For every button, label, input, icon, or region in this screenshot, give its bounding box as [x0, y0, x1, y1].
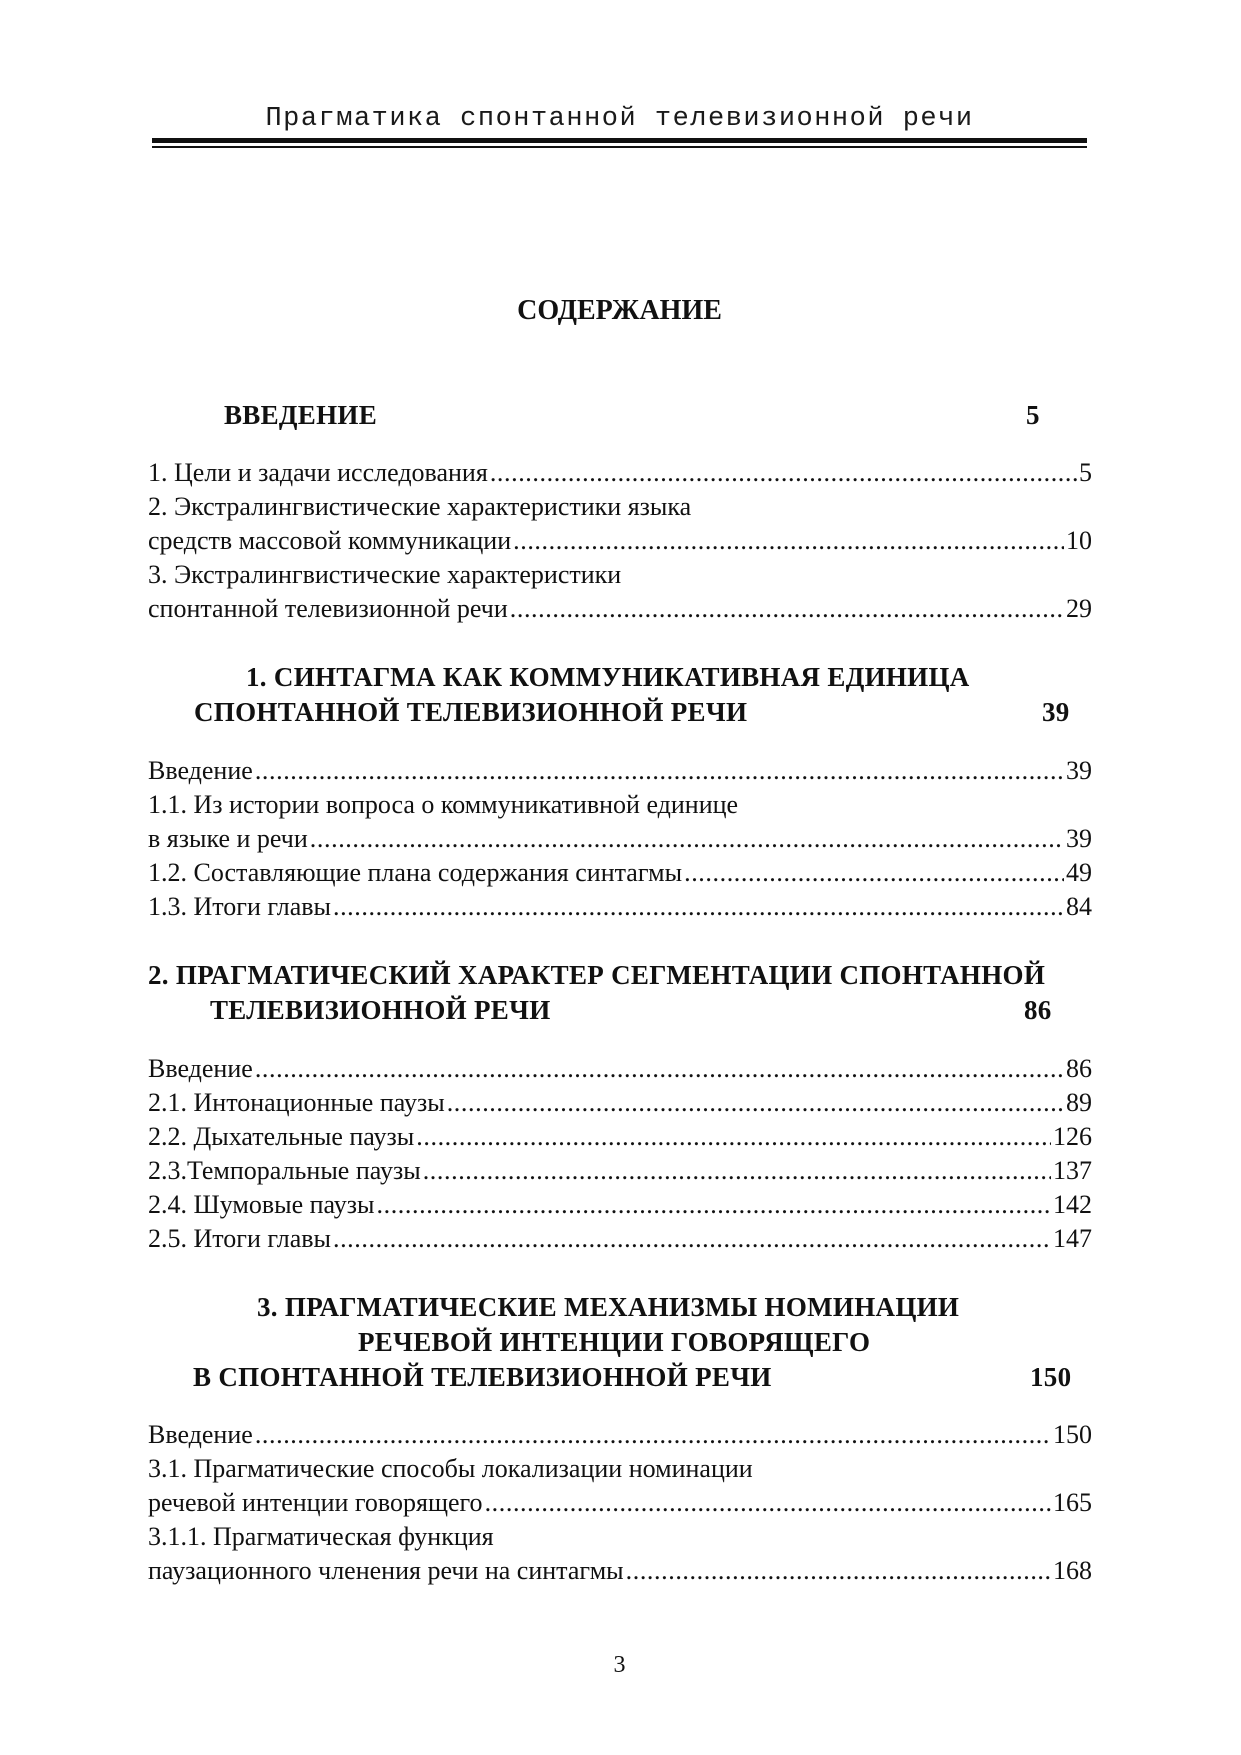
dot-leader — [423, 1154, 1051, 1188]
toc-entry-text: 2.2. Дыхательные паузы — [148, 1122, 415, 1151]
toc-entry-page: 168 — [1053, 1556, 1092, 1585]
toc-entry-ch2-2[interactable] — [148, 1120, 1092, 1154]
toc-entry-ch1-intro[interactable] — [148, 754, 1092, 788]
toc-entry-text: Введение — [148, 756, 253, 785]
chapter1-heading-page: 39 — [1042, 697, 1070, 727]
toc-entry-ch3-1-1-line1: 3.1.1. Прагматическая функция — [148, 1522, 494, 1551]
toc-entry-intro-2-line1: 2. Экстралингвистические характеристики языка — [148, 492, 692, 521]
intro-heading-title: ВВЕДЕНИЕ — [224, 400, 378, 430]
toc-entry-text: 2.5. Итоги главы — [148, 1224, 331, 1253]
running-head: Прагматика спонтанной телевизионной речи — [265, 104, 974, 134]
toc-entry-text: в языке и речи — [148, 824, 308, 853]
toc-entry-text: Введение — [148, 1420, 253, 1449]
dot-leader — [490, 456, 1077, 490]
toc-entry-ch2-1[interactable] — [148, 1086, 1092, 1120]
toc-entry-page: 86 — [1066, 1054, 1092, 1083]
toc-entry-page: 137 — [1053, 1156, 1092, 1185]
toc-entry-text: 1. Цели и задачи исследования — [148, 458, 488, 487]
dot-leader — [447, 1086, 1064, 1120]
toc-entry-page: 147 — [1053, 1224, 1092, 1253]
dot-leader — [333, 1222, 1051, 1256]
chapter2-heading-line1: 2. ПРАГМАТИЧЕСКИЙ ХАРАКТЕР СЕГМЕНТАЦИИ СПОНТАННОЙ — [148, 960, 1046, 990]
toc-entry-text: 1.2. Составляющие плана содержания синтагмы — [148, 858, 683, 887]
toc-entry-text: 1.3. Итоги главы — [148, 892, 331, 921]
chapter3-heading-line3: В СПОНТАННОЙ ТЕЛЕВИЗИОННОЙ РЕЧИ — [193, 1362, 772, 1392]
toc-entry-page: 29 — [1066, 594, 1092, 623]
chapter3-heading-line1: 3. ПРАГМАТИЧЕСКИЕ МЕХАНИЗМЫ НОМИНАЦИИ — [257, 1292, 960, 1322]
toc-entry-ch2-5[interactable] — [148, 1222, 1092, 1256]
toc-entry-page: 165 — [1053, 1488, 1092, 1517]
toc-entry-text: средств массовой коммуникации — [148, 526, 512, 555]
toc-entry-page: 150 — [1053, 1420, 1092, 1449]
toc-entry-page: 10 — [1066, 526, 1092, 555]
toc-entry-ch3-1-1[interactable] — [148, 1554, 1092, 1588]
toc-entry-text: речевой интенции говорящего — [148, 1488, 483, 1517]
chapter3-heading-line2: РЕЧЕВОЙ ИНТЕНЦИИ ГОВОРЯЩЕГО — [358, 1327, 871, 1357]
toc-entry-intro-1[interactable] — [148, 456, 1092, 490]
dot-leader — [310, 822, 1064, 856]
toc-entry-page: 126 — [1053, 1122, 1092, 1151]
header-rule-thin — [152, 146, 1087, 148]
toc-entry-ch3-intro[interactable] — [148, 1418, 1092, 1452]
chapter2-heading-line2: ТЕЛЕВИЗИОННОЙ РЕЧИ — [210, 995, 551, 1025]
toc-entry-intro-3-line1: 3. Экстралингвистические характеристики — [148, 560, 622, 589]
chapter2-heading-page: 86 — [1024, 995, 1052, 1025]
toc-entry-ch3-1-line1: 3.1. Прагматические способы локализации номинации — [148, 1454, 753, 1483]
header-rule-thick — [152, 138, 1087, 143]
toc-entry-ch1-1[interactable] — [148, 822, 1092, 856]
chapter1-heading-line2: СПОНТАННОЙ ТЕЛЕВИЗИОННОЙ РЕЧИ — [194, 697, 748, 727]
dot-leader — [255, 1052, 1064, 1086]
toc-entry-page: 142 — [1053, 1190, 1092, 1219]
toc-entry-ch1-3[interactable] — [148, 890, 1092, 924]
chapter1-heading-line1: 1. СИНТАГМА КАК КОММУНИКАТИВНАЯ ЕДИНИЦА — [246, 662, 970, 692]
toc-entry-text: 2.3.Темпоральные паузы — [148, 1156, 421, 1185]
dot-leader — [485, 1486, 1051, 1520]
toc-entry-intro-2[interactable] — [148, 524, 1092, 558]
toc-entry-ch1-1-line1: 1.1. Из истории вопроса о коммуникативной единице — [148, 790, 739, 819]
toc-entry-text: паузационного членения речи на синтагмы — [148, 1556, 624, 1585]
dot-leader — [255, 754, 1064, 788]
toc-entry-page: 89 — [1066, 1088, 1092, 1117]
dot-leader — [513, 524, 1064, 558]
toc-entry-text: Введение — [148, 1054, 253, 1083]
toc-entry-page: 49 — [1066, 858, 1092, 887]
dot-leader — [333, 890, 1064, 924]
dot-leader — [377, 1188, 1052, 1222]
toc-entry-ch1-2[interactable] — [148, 856, 1092, 890]
toc-entry-page: 5 — [1079, 458, 1092, 487]
toc-entry-text: 2.4. Шумовые паузы — [148, 1190, 375, 1219]
toc-entry-text: спонтанной телевизионной речи — [148, 594, 508, 623]
toc-entry-page: 39 — [1066, 824, 1092, 853]
chapter3-heading-page: 150 — [1030, 1362, 1072, 1392]
toc-entry-page: 84 — [1066, 892, 1092, 921]
toc-entry-page: 39 — [1066, 756, 1092, 785]
dot-leader — [510, 592, 1064, 626]
toc-entry-ch2-4[interactable] — [148, 1188, 1092, 1222]
dot-leader — [684, 856, 1064, 890]
toc-entry-ch2-3[interactable] — [148, 1154, 1092, 1188]
toc-entry-text: 2.1. Интонационные паузы — [148, 1088, 445, 1117]
toc-entry-ch3-1[interactable] — [148, 1486, 1092, 1520]
contents-title: СОДЕРЖАНИЕ — [517, 295, 722, 326]
toc-entry-ch2-intro[interactable] — [148, 1052, 1092, 1086]
toc-entry-intro-3[interactable] — [148, 592, 1092, 626]
dot-leader — [255, 1418, 1051, 1452]
page-number: 3 — [613, 1652, 626, 1678]
dot-leader — [416, 1120, 1051, 1154]
dot-leader — [626, 1554, 1051, 1588]
intro-heading-page: 5 — [1026, 400, 1040, 430]
